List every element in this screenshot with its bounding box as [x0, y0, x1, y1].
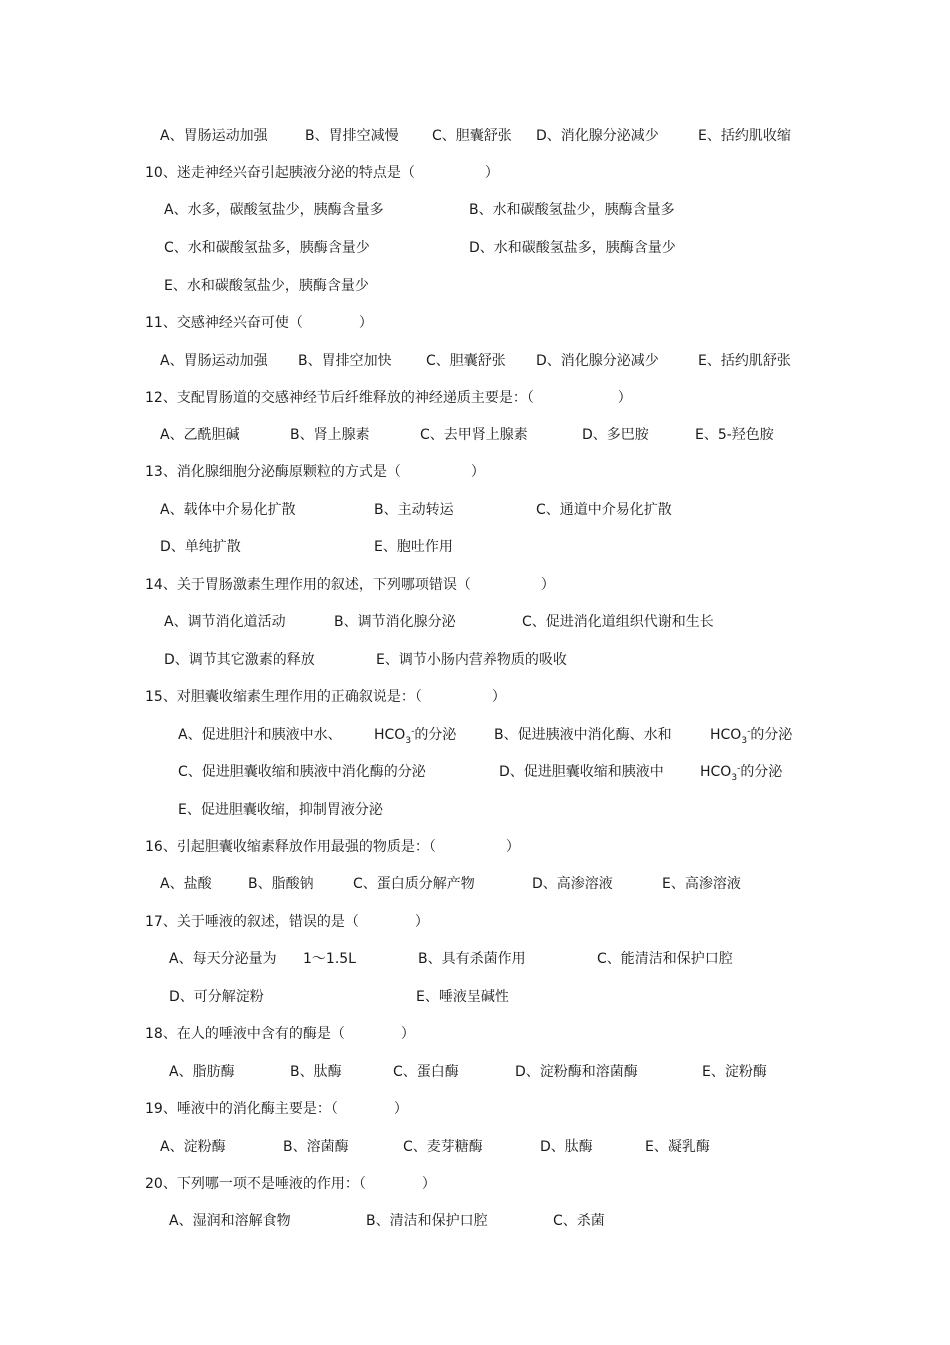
question-18 [0, 1024, 950, 1046]
options-row-10c [0, 276, 950, 298]
option-e: E、括约肌舒张 [698, 353, 791, 369]
option-a: A、湿润和溶解食物 [169, 1213, 291, 1229]
option-b: B、具有杀菌作用 [418, 951, 526, 967]
option-d: D、促进胆囊收缩和胰液中 [499, 764, 664, 780]
options-row-12 [0, 425, 950, 447]
option-c: C、去甲肾上腺素 [420, 427, 528, 443]
option-b: B、肽酶 [290, 1064, 342, 1080]
option-b: B、水和碳酸氢盐少，胰酶含量多 [469, 202, 675, 218]
option-e: E、调节小肠内营养物质的吸收 [376, 652, 567, 668]
options-row-13a [0, 500, 950, 522]
option-e: E、水和碳酸氢盐少，胰酶含量少 [164, 278, 369, 294]
option-a: A、胃肠运动加强 [160, 128, 268, 144]
option-c: C、麦芽糖酶 [403, 1139, 483, 1155]
option-e: E、淀粉酶 [702, 1064, 767, 1080]
options-row-16 [0, 874, 950, 896]
options-row-15b [0, 762, 950, 784]
option-d: D、多巴胺 [582, 427, 649, 443]
formula-charge: - [737, 763, 741, 774]
option-b: B、肾上腺素 [290, 427, 370, 443]
options-row-19 [0, 1137, 950, 1159]
option-d: D、调节其它激素的释放 [164, 652, 315, 668]
formula-charge: - [411, 726, 415, 737]
option-e: E、凝乳酶 [645, 1139, 710, 1155]
option-a: A、每天分泌量为 [169, 951, 277, 967]
question-text: 19、唾液中的消化酶主要是：（ ） [145, 1101, 408, 1117]
option-a: A、胃肠运动加强 [160, 353, 268, 369]
formula-base: HCO [710, 727, 742, 743]
formula-base: HCO [374, 727, 406, 743]
options-row-13b [0, 537, 950, 559]
question-text: 12、支配胃肠道的交感神经节后纤维释放的神经递质主要是：（ ） [145, 390, 632, 406]
option-b: B、促进胰液中消化酶、水和 [494, 727, 672, 743]
option-c: C、水和碳酸氢盐多，胰酶含量少 [164, 240, 370, 256]
formula-base: HCO [700, 764, 732, 780]
option-a: A、载体中介易化扩散 [160, 502, 296, 518]
option-a: A、促进胆汁和胰液中水、 [178, 727, 342, 743]
option-c: C、胆囊舒张 [426, 353, 506, 369]
option-d: D、肽酶 [540, 1139, 593, 1155]
option-e: E、5-羟色胺 [695, 427, 774, 443]
question-17 [0, 912, 950, 934]
hco3-formula [374, 725, 456, 745]
option-e: E、括约肌收缩 [698, 128, 791, 144]
hco3-formula-d [700, 762, 782, 782]
option-c: C、胆囊舒张 [432, 128, 512, 144]
options-row-9 [0, 126, 950, 148]
option-c: C、促进消化道组织代谢和生长 [522, 614, 714, 630]
formula-subscript: 3 [731, 772, 738, 783]
option-a-value: 1～1.5L [303, 951, 356, 967]
option-b: B、调节消化腺分泌 [334, 614, 456, 630]
formula-charge: - [747, 726, 751, 737]
question-12 [0, 388, 950, 410]
question-text: 20、下列哪一项不是唾液的作用：（ ） [145, 1176, 436, 1192]
option-b: B、主动转运 [374, 502, 454, 518]
option-e: E、促进胆囊收缩，抑制胃液分泌 [178, 802, 383, 818]
option-d: D、淀粉酶和溶菌酶 [515, 1064, 638, 1080]
question-14 [0, 575, 950, 597]
option-b: B、溶菌酶 [283, 1139, 349, 1155]
options-row-17a [0, 949, 950, 971]
option-a: A、乙酰胆碱 [160, 427, 240, 443]
hco3-formula-b [710, 725, 792, 745]
option-d: D、消化腺分泌减少 [536, 353, 659, 369]
question-text: 16、引起胆囊收缩素释放作用最强的物质是：（ ） [145, 839, 520, 855]
option-b: B、脂酸钠 [248, 876, 314, 892]
option-d: D、水和碳酸氢盐多，胰酶含量少 [469, 240, 676, 256]
option-d: D、高渗溶液 [532, 876, 613, 892]
option-c: C、促进胆囊收缩和胰液中消化酶的分泌 [178, 764, 426, 780]
option-a: A、水多，碳酸氢盐少，胰酶含量多 [164, 202, 384, 218]
option-c: C、能清洁和保护口腔 [597, 951, 733, 967]
question-13 [0, 462, 950, 484]
options-row-18 [0, 1062, 950, 1084]
option-c: C、杀菌 [553, 1213, 605, 1229]
options-row-20 [0, 1211, 950, 1233]
option-c: C、通道中介易化扩散 [536, 502, 672, 518]
question-11 [0, 313, 950, 335]
formula-suffix: 的分泌 [414, 727, 457, 743]
question-15 [0, 687, 950, 709]
option-b: B、胃排空减慢 [305, 128, 399, 144]
question-text: 14、关于胃肠激素生理作用的叙述，下列哪项错误（ ） [145, 577, 555, 593]
question-text: 13、消化腺细胞分泌酶原颗粒的方式是（ ） [145, 464, 485, 480]
option-b: B、清洁和保护口腔 [366, 1213, 488, 1229]
question-10 [0, 163, 950, 185]
option-d: D、消化腺分泌减少 [536, 128, 659, 144]
option-a: A、盐酸 [160, 876, 212, 892]
question-text: 10、迷走神经兴奋引起胰液分泌的特点是（ ） [145, 165, 499, 181]
formula-subscript: 3 [741, 735, 748, 746]
options-row-14b [0, 650, 950, 672]
options-row-15a [0, 725, 950, 747]
option-b: B、胃排空加快 [298, 353, 392, 369]
options-row-15c [0, 800, 950, 822]
option-e: E、唾液呈碱性 [416, 989, 509, 1005]
option-c: C、蛋白酶 [393, 1064, 459, 1080]
formula-suffix: 的分泌 [740, 764, 783, 780]
formula-suffix: 的分泌 [750, 727, 793, 743]
options-row-11 [0, 351, 950, 373]
question-text: 18、在人的唾液中含有的酶是（ ） [145, 1026, 415, 1042]
question-16 [0, 837, 950, 859]
option-d: D、可分解淀粉 [169, 989, 264, 1005]
question-20 [0, 1174, 950, 1196]
option-e: E、高渗溶液 [662, 876, 741, 892]
option-a: A、淀粉酶 [160, 1139, 226, 1155]
option-a: A、脂肪酶 [169, 1064, 235, 1080]
option-d: D、单纯扩散 [160, 539, 241, 555]
question-text: 15、对胆囊收缩素生理作用的正确叙说是：（ ） [145, 689, 506, 705]
options-row-17b [0, 987, 950, 1009]
option-c: C、蛋白质分解产物 [353, 876, 475, 892]
options-row-10b [0, 238, 950, 260]
option-e: E、胞吐作用 [374, 539, 453, 555]
option-a: A、调节消化道活动 [164, 614, 286, 630]
question-text: 11、交感神经兴奋可使（ ） [145, 315, 373, 331]
options-row-10a [0, 200, 950, 222]
question-19 [0, 1099, 950, 1121]
options-row-14a [0, 612, 950, 634]
formula-subscript: 3 [405, 735, 412, 746]
question-text: 17、关于唾液的叙述，错误的是（ ） [145, 914, 429, 930]
